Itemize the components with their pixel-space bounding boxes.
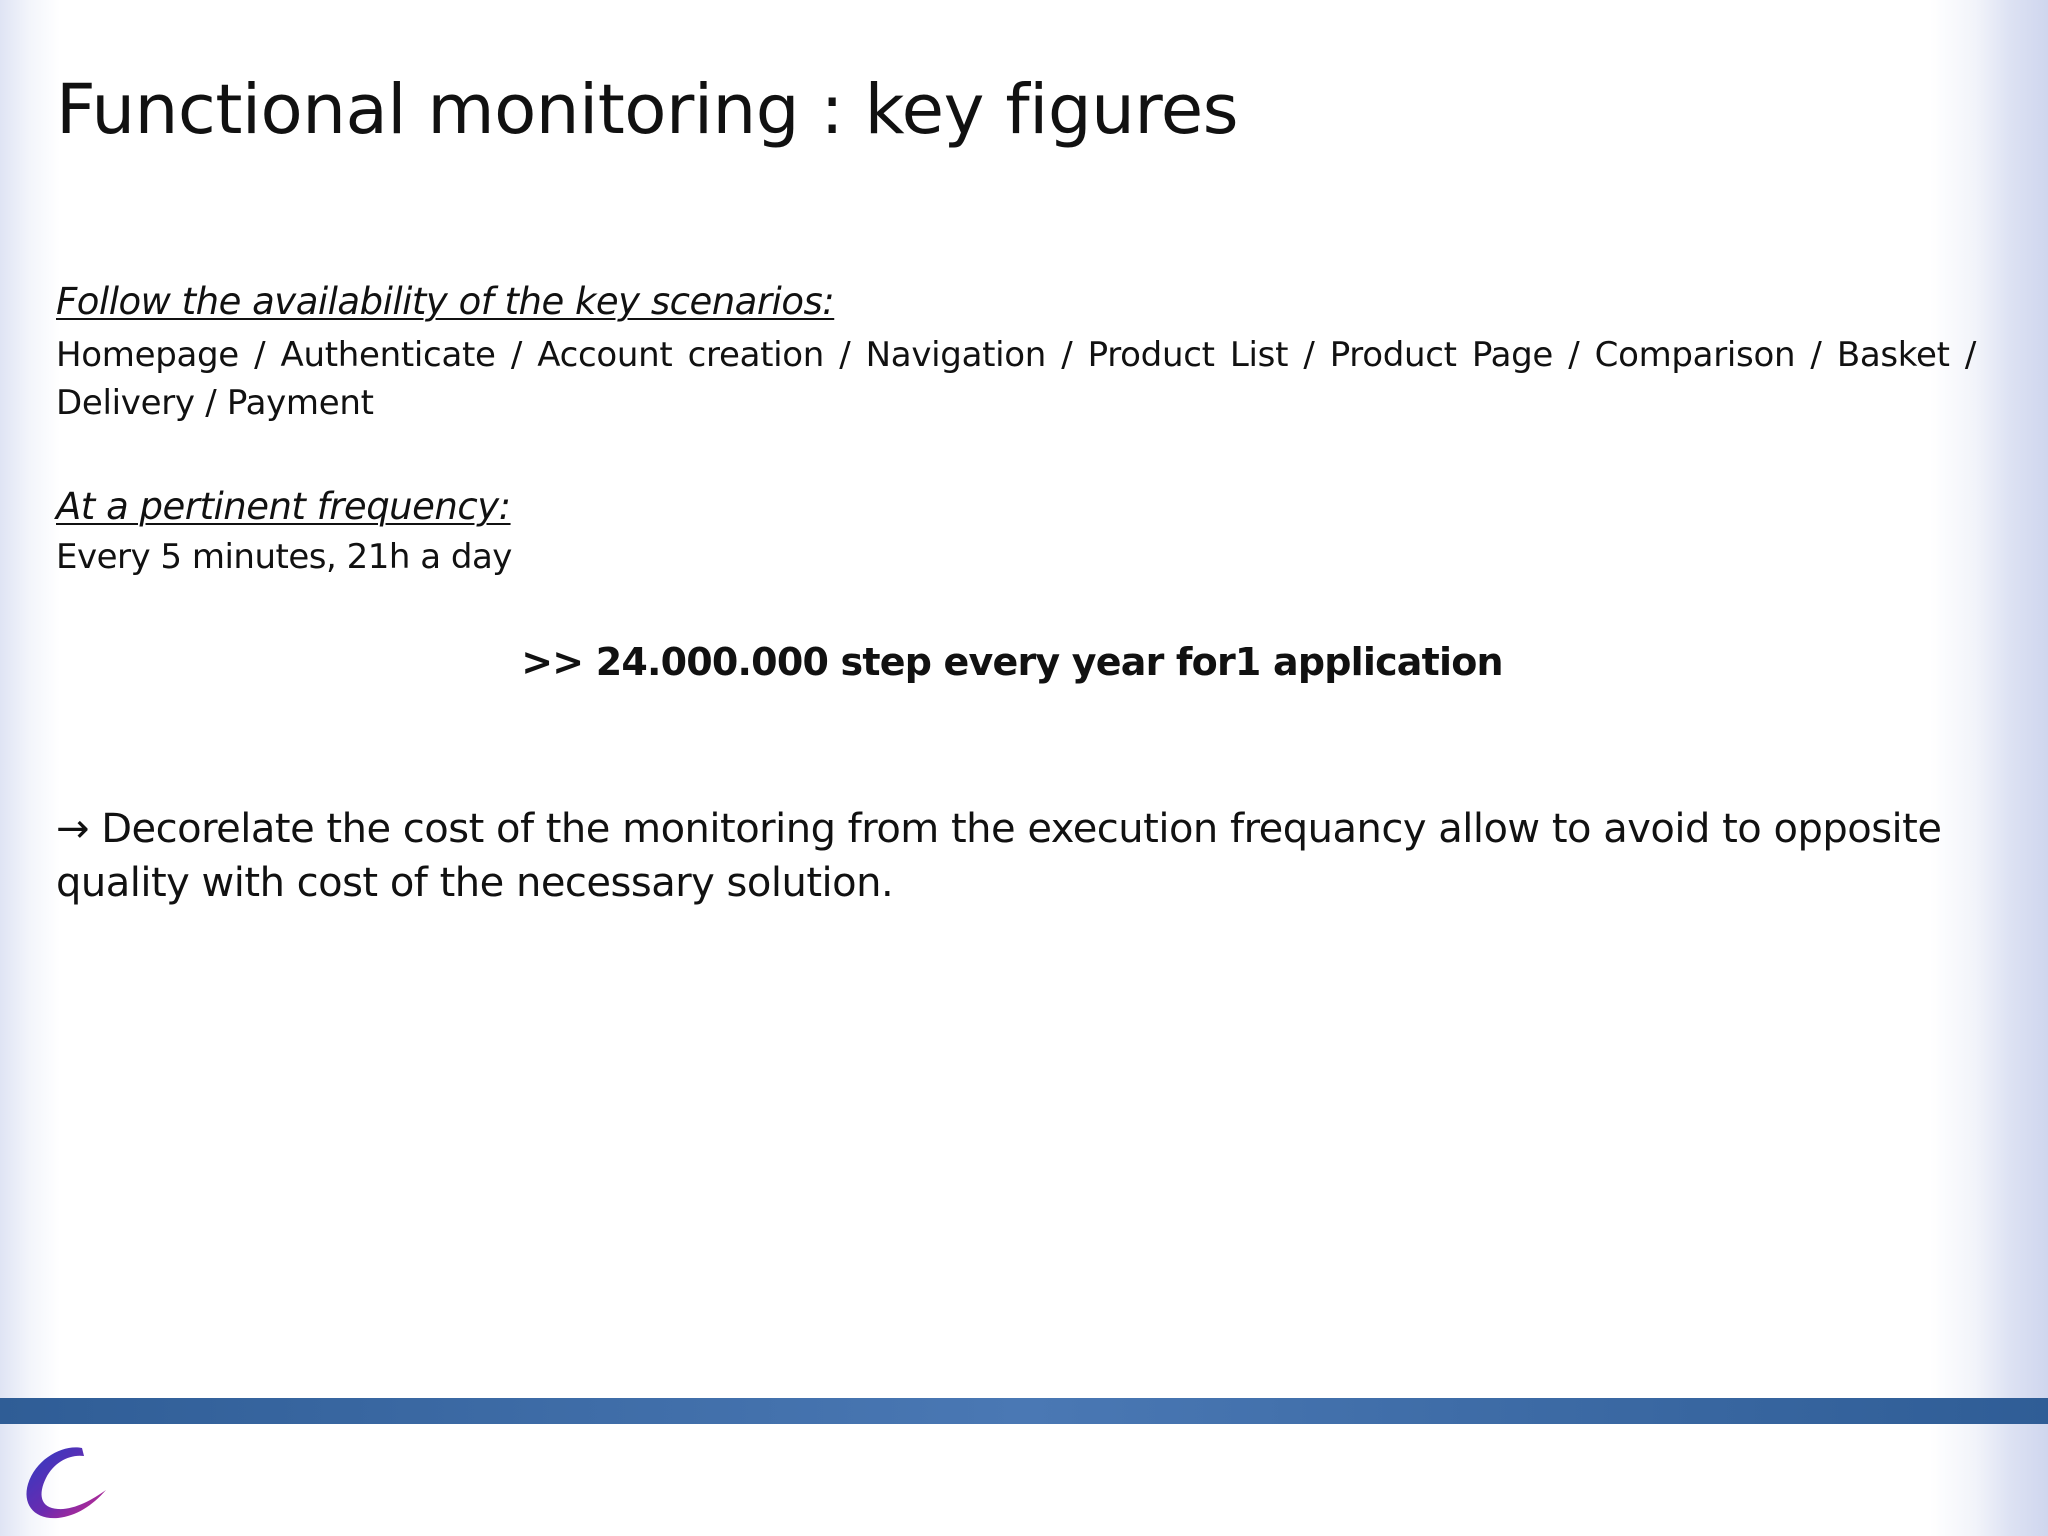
slide-title: Functional monitoring : key figures [56, 70, 1239, 150]
frequency-heading: At a pertinent frequency: [56, 485, 511, 528]
key-figure: >> 24.000.000 step every year for1 application [521, 640, 1503, 684]
conclusion-text: Decorelate the cost of the monitoring from the execution frequancy allow to avoid to opposite quality with cost of the necessary solution. [56, 806, 1942, 906]
conclusion [56, 802, 1956, 910]
arrow-icon: → [56, 806, 90, 852]
scenarios-heading: Follow the availability of the key scenarios: [56, 280, 835, 323]
scenarios-list: Homepage / Authenticate / Account creation / Navigation / Product List / Product Page / Comparison / Basket / Delivery / Payment [56, 335, 1976, 423]
frequency-text: Every 5 minutes, 21h a day [56, 537, 512, 577]
c-logo-icon [18, 1440, 110, 1524]
footer-bar [0, 1398, 2048, 1424]
